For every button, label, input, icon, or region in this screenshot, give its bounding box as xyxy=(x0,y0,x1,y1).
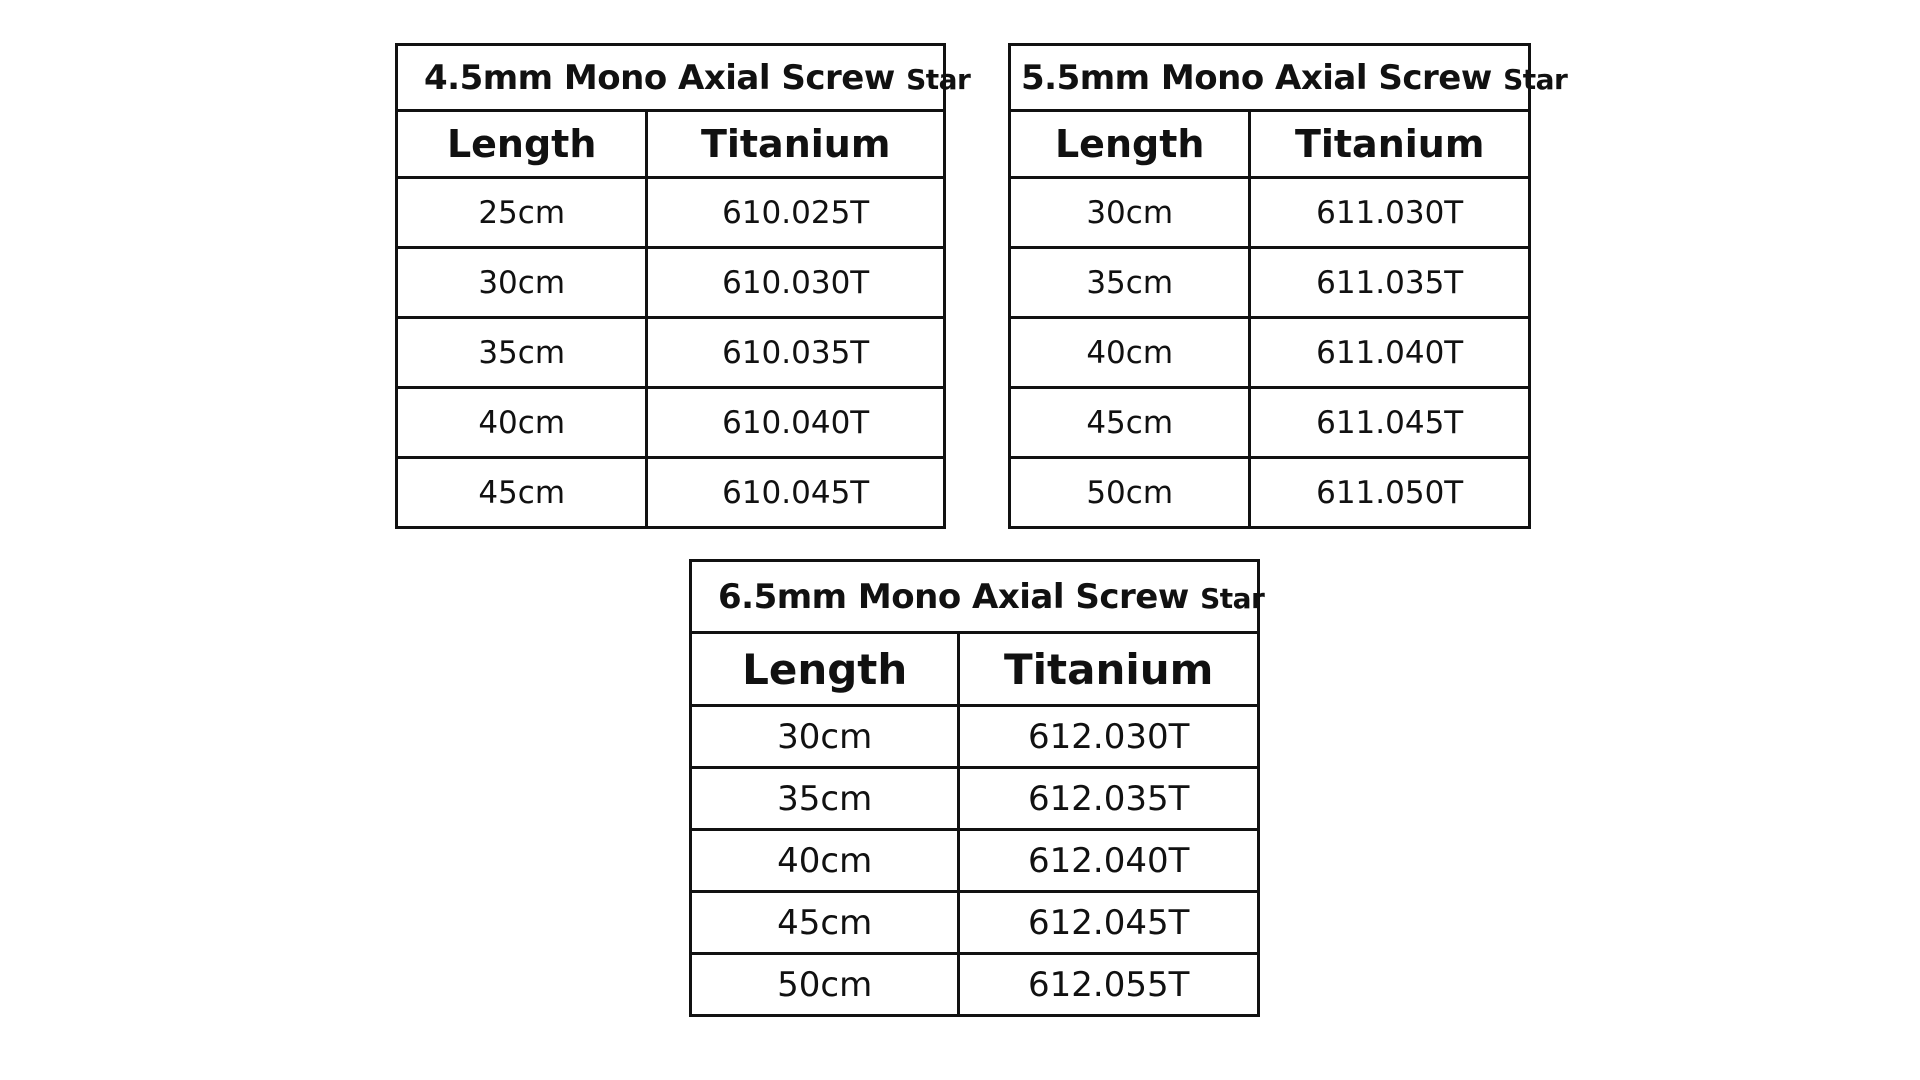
column-header-titanium: Titanium xyxy=(647,111,945,178)
table-row xyxy=(691,706,1259,768)
titanium-code-cell: 610.045T xyxy=(647,458,945,528)
table-row xyxy=(1010,248,1530,318)
titanium-code-cell: 611.040T xyxy=(1250,318,1530,388)
titanium-code-cell: 611.035T xyxy=(1250,248,1530,318)
length-cell: 45cm xyxy=(1010,388,1250,458)
table-row xyxy=(691,830,1259,892)
titanium-code-cell: 611.050T xyxy=(1250,458,1530,528)
titanium-code-cell: 610.040T xyxy=(647,388,945,458)
table-title-row xyxy=(691,561,1259,633)
table-title xyxy=(691,561,1265,633)
titanium-code-cell: 610.025T xyxy=(647,178,945,248)
length-cell: 45cm xyxy=(691,892,959,954)
table-header-row xyxy=(397,111,945,178)
screw-table-6-5mm xyxy=(689,559,1265,1017)
length-cell: 35cm xyxy=(397,318,647,388)
length-cell: 25cm xyxy=(397,178,647,248)
length-cell: 40cm xyxy=(1010,318,1250,388)
table-title-main: 6.5mm Mono Axial Screw xyxy=(718,576,1189,617)
titanium-code-cell: 611.030T xyxy=(1250,178,1530,248)
titanium-code-cell: 612.030T xyxy=(959,706,1259,768)
length-cell: 50cm xyxy=(691,954,959,1016)
column-header-length: Length xyxy=(691,633,959,706)
length-cell: 30cm xyxy=(397,248,647,318)
titanium-code-cell: 611.045T xyxy=(1250,388,1530,458)
length-cell: 30cm xyxy=(1010,178,1250,248)
screw-table-4-5mm xyxy=(395,43,971,529)
titanium-code-cell: 612.040T xyxy=(959,830,1259,892)
length-cell: 45cm xyxy=(397,458,647,528)
titanium-code-cell: 612.055T xyxy=(959,954,1259,1016)
table-title-suffix: Star xyxy=(1503,62,1568,96)
table-header-row xyxy=(1010,111,1530,178)
titanium-code-cell: 612.035T xyxy=(959,768,1259,830)
length-cell: 40cm xyxy=(397,388,647,458)
table-title-row xyxy=(1010,45,1530,111)
table-title xyxy=(1010,45,1568,111)
table-title-row xyxy=(397,45,945,111)
table-row xyxy=(397,458,945,528)
table-row xyxy=(397,388,945,458)
screw-table-5-5mm xyxy=(1008,43,1568,529)
table-row xyxy=(1010,318,1530,388)
table-row xyxy=(397,178,945,248)
column-header-length: Length xyxy=(397,111,647,178)
column-header-titanium: Titanium xyxy=(959,633,1259,706)
table-row xyxy=(1010,458,1530,528)
length-cell: 35cm xyxy=(1010,248,1250,318)
length-cell: 50cm xyxy=(1010,458,1250,528)
table-row xyxy=(397,318,945,388)
table-title-suffix: Star xyxy=(1200,581,1265,615)
titanium-code-cell: 612.045T xyxy=(959,892,1259,954)
column-header-titanium: Titanium xyxy=(1250,111,1530,178)
table-title-main: 4.5mm Mono Axial Screw xyxy=(424,57,895,98)
length-cell: 40cm xyxy=(691,830,959,892)
length-cell: 30cm xyxy=(691,706,959,768)
titanium-code-cell: 610.035T xyxy=(647,318,945,388)
table-title-suffix: Star xyxy=(906,62,971,96)
table-title-main: 5.5mm Mono Axial Screw xyxy=(1021,57,1492,98)
length-cell: 35cm xyxy=(691,768,959,830)
column-header-length: Length xyxy=(1010,111,1250,178)
table-header-row xyxy=(691,633,1259,706)
table-row xyxy=(691,892,1259,954)
table-row xyxy=(397,248,945,318)
table-title xyxy=(397,45,971,111)
table-row xyxy=(1010,178,1530,248)
table-row xyxy=(1010,388,1530,458)
titanium-code-cell: 610.030T xyxy=(647,248,945,318)
table-row xyxy=(691,768,1259,830)
table-row xyxy=(691,954,1259,1016)
